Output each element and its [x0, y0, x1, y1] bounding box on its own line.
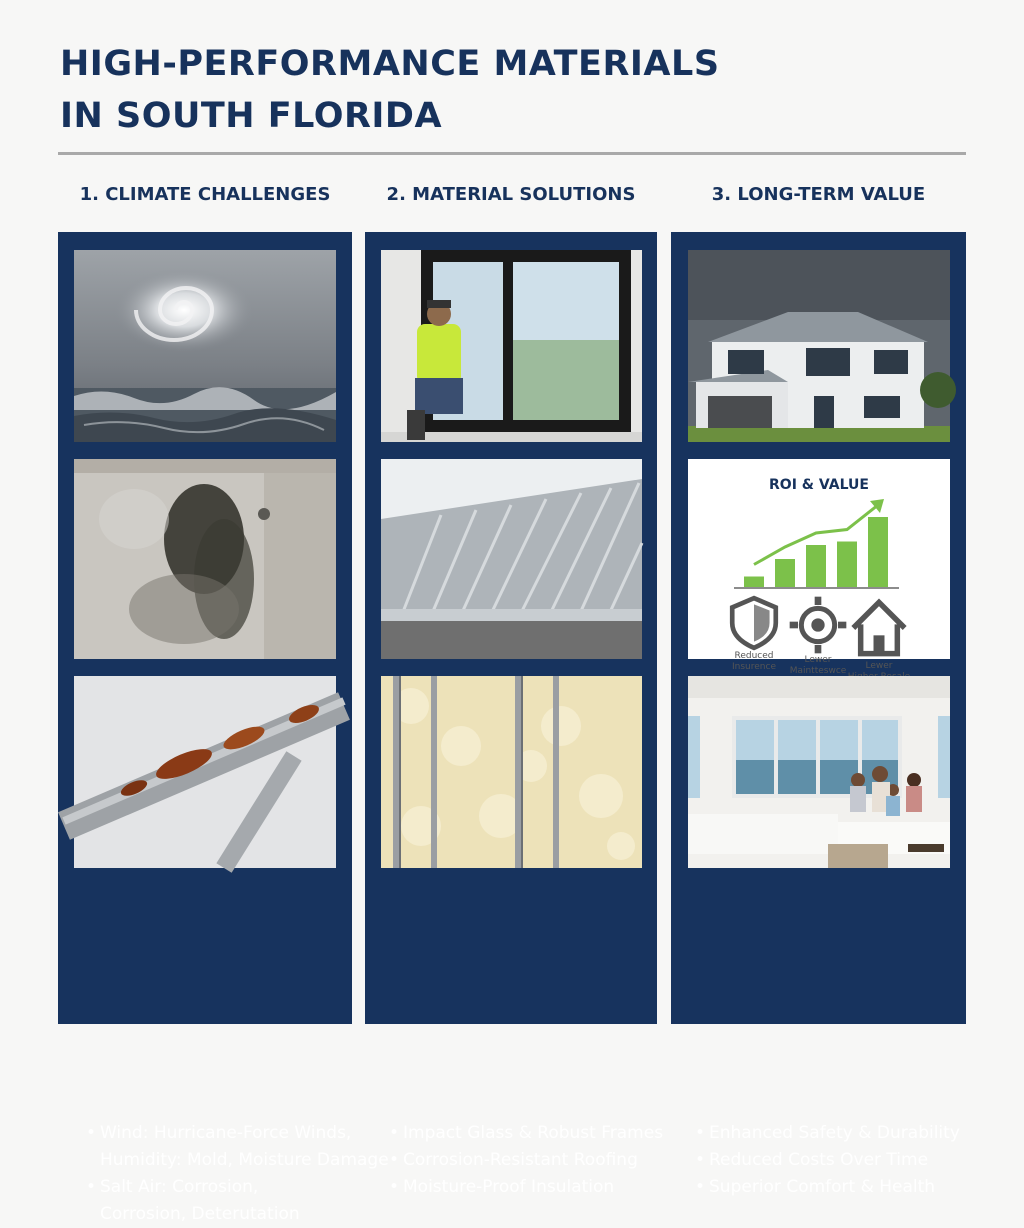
roi-item-resale [846, 595, 912, 683]
hurricane-photo [74, 250, 336, 442]
panel-long-term-value [671, 232, 966, 1197]
bullet-impact-glass: • Impact Glass & Robust Frames [389, 1123, 664, 1143]
window-install-photo [381, 250, 642, 442]
bullet-roofing: • Corrosion-Resistant Roofing [389, 1150, 638, 1170]
panel-climate-challenges [58, 232, 389, 1224]
roi-bar [775, 559, 795, 587]
bullet-corrosion: Corrosion, Deterutation [100, 1204, 300, 1224]
gear-icon [788, 595, 848, 655]
roi-item-insurance [726, 595, 782, 673]
bullet-comfort: • Superior Comfort & Health [695, 1177, 936, 1197]
bullet-safety: • Enhanced Safety & Durability [695, 1123, 960, 1143]
roi-chart [688, 459, 950, 676]
heading-long-term-value: 3. LONG-TERM VALUE [711, 184, 926, 205]
climate-bullets [86, 1120, 389, 1228]
heading-material-solutions: 2. MATERIAL SOLUTIONS [386, 184, 636, 205]
roi-item-maintenance [788, 595, 848, 677]
roi-bar [806, 545, 826, 587]
roi-bar [744, 577, 764, 588]
shield-icon [726, 595, 782, 651]
roi-item-maintenance-line2: Maintteswce [789, 666, 847, 676]
heading-climate-challenges: 1. CLIMATE CHALLENGES [79, 184, 331, 205]
roi-bar [868, 517, 888, 587]
bullet-wind: • Wind: Hurricane-Force Winds, [86, 1123, 352, 1143]
spray-foam-insulation-photo [381, 676, 642, 868]
title-line-1: HIGH-PERFORMANCE MATERIALS [60, 44, 720, 84]
roi-title: ROI & VALUE [769, 477, 869, 493]
house-icon [846, 595, 912, 661]
roi-bar [837, 542, 857, 588]
roi-item-insurance-line2: Insurence [732, 662, 776, 672]
roi-item-maintenance-line1: Lewer [804, 655, 832, 665]
bullet-insulation: • Moisture-Proof Insulation [389, 1177, 615, 1197]
title-line-2: IN SOUTH FLORIDA [60, 96, 443, 136]
page-title [60, 38, 880, 142]
panel-material-solutions [365, 232, 664, 1197]
modern-house-photo [688, 250, 950, 442]
mold-wall-photo [74, 459, 336, 659]
roi-item-insurance-line1: Reduced [734, 651, 774, 661]
solutions-bullets [389, 1120, 663, 1201]
rusted-pipe-photo [74, 676, 336, 868]
divider [58, 152, 966, 155]
metal-roof-photo [381, 459, 642, 659]
bullet-costs: • Reduced Costs Over Time [695, 1150, 929, 1170]
bullet-salt-air: • Salt Air: Corrosion, [86, 1177, 259, 1197]
roi-item-resale-line1: Lewer [865, 661, 893, 671]
family-living-room-photo [688, 676, 950, 868]
value-bullets [695, 1120, 960, 1201]
bullet-humidity: Humidity: Mold, Moisture Damage [100, 1150, 389, 1170]
